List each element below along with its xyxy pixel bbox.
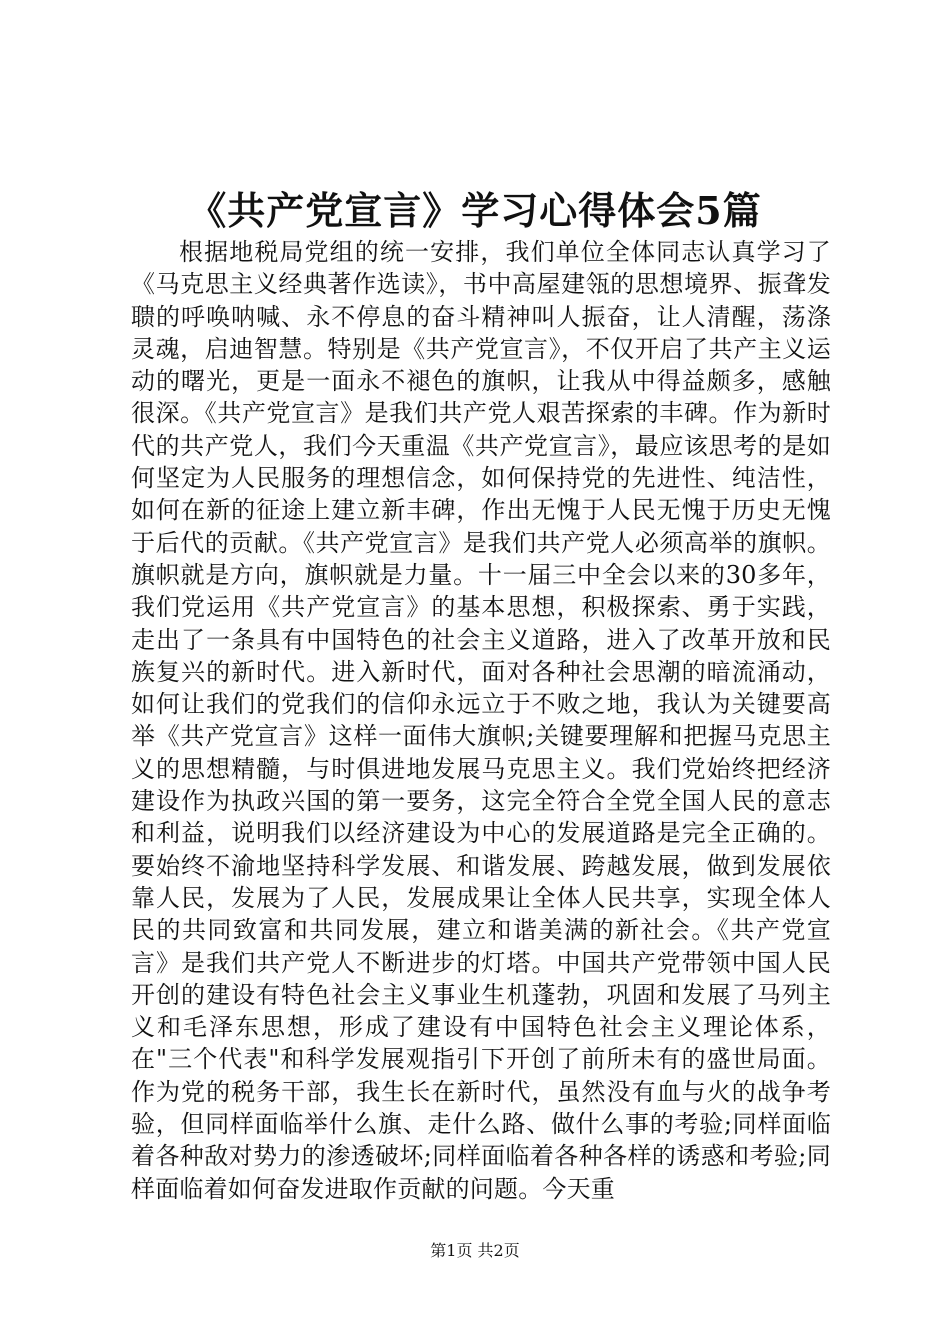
document-body: 根据地税局党组的统一安排，我们单位全体同志认真学习了《马克思主义经典著作选读》，书中高屋建瓴的思想境界、振聋发聩的呼唤呐喊、永不停息的奋斗精神叫人振奋，让人清醒，荡涤灵魂，启迪智慧。特别是《共产党宣言》，不仅开启了共产主义运动的曙光，更是一面永不褪色的旗帜，让我从中得益颇多，感触很深。《共产党宣言》是我们共产党人艰苦探索的丰碑。作为新时代的共产党人，我们今天重温《共产党宣言》，最应该思考的是如何坚定为人民服务的理想信念，如何保持党的先进性、纯洁性，如何在新的征途上建立新丰碑，作出无愧于人民无愧于历史无愧于后代的贡献。《共产党宣言》是我们共产党人必须高举的旗帜。旗帜就是方向，旗帜就是力量。十一届三中全会以来的30多年，我们党运用《共产党宣言》的基本思想，积极探索、勇于实践，走出了一条具有中国特色的社会主义道路，进入了改革开放和民族复兴的新时代。进入新时代，面对各种社会思潮的暗流涌动，如何让我们的党我们的信仰永远立于不败之地，我认为关键要高举《共产党宣言》这样一面伟大旗帜;关键要理解和把握马克思主义的思想精髓，与时俱进地发展马克思主义。我们党始终把经济建设作为执政兴国的第一要务，这完全符合全党全国人民的意志和利益，说明我们以经济建设为中心的发展道路是完全正确的。要始终不渝地坚持科学发展、和谐发展、跨越发展，做到发展依靠人民，发展为了人民，发展成果让全体人民共享，实现全体人民的共同致富和共同发展，建立和谐美满的新社会。《共产党宣言》是我们共产党人不断进步的灯塔。中国共产党带领中国人民开创的建设有特色社会主义事业生机蓬勃，巩固和发展了马列主义和毛泽东思想，形成了建设有中国特色社会主义理论体系，在"三个代表"和科学发展观指引下开创了前所未有的盛世局面。作为党的税务干部，我生长在新时代，虽然没有血与火的战争考验，但同样面临举什么旗、走什么路、做什么事的考验;同样面临着各种敌对势力的渗透破坏;同样面临着各种各样的诱惑和考验;同样面临着如何奋发进取作贡献的问题。今天重 [131, 238, 831, 1203]
page-footer: 第1页 共2页 [430, 1241, 520, 1260]
document-title: 《共产党宣言》学习心得体会5篇 [188, 188, 762, 233]
